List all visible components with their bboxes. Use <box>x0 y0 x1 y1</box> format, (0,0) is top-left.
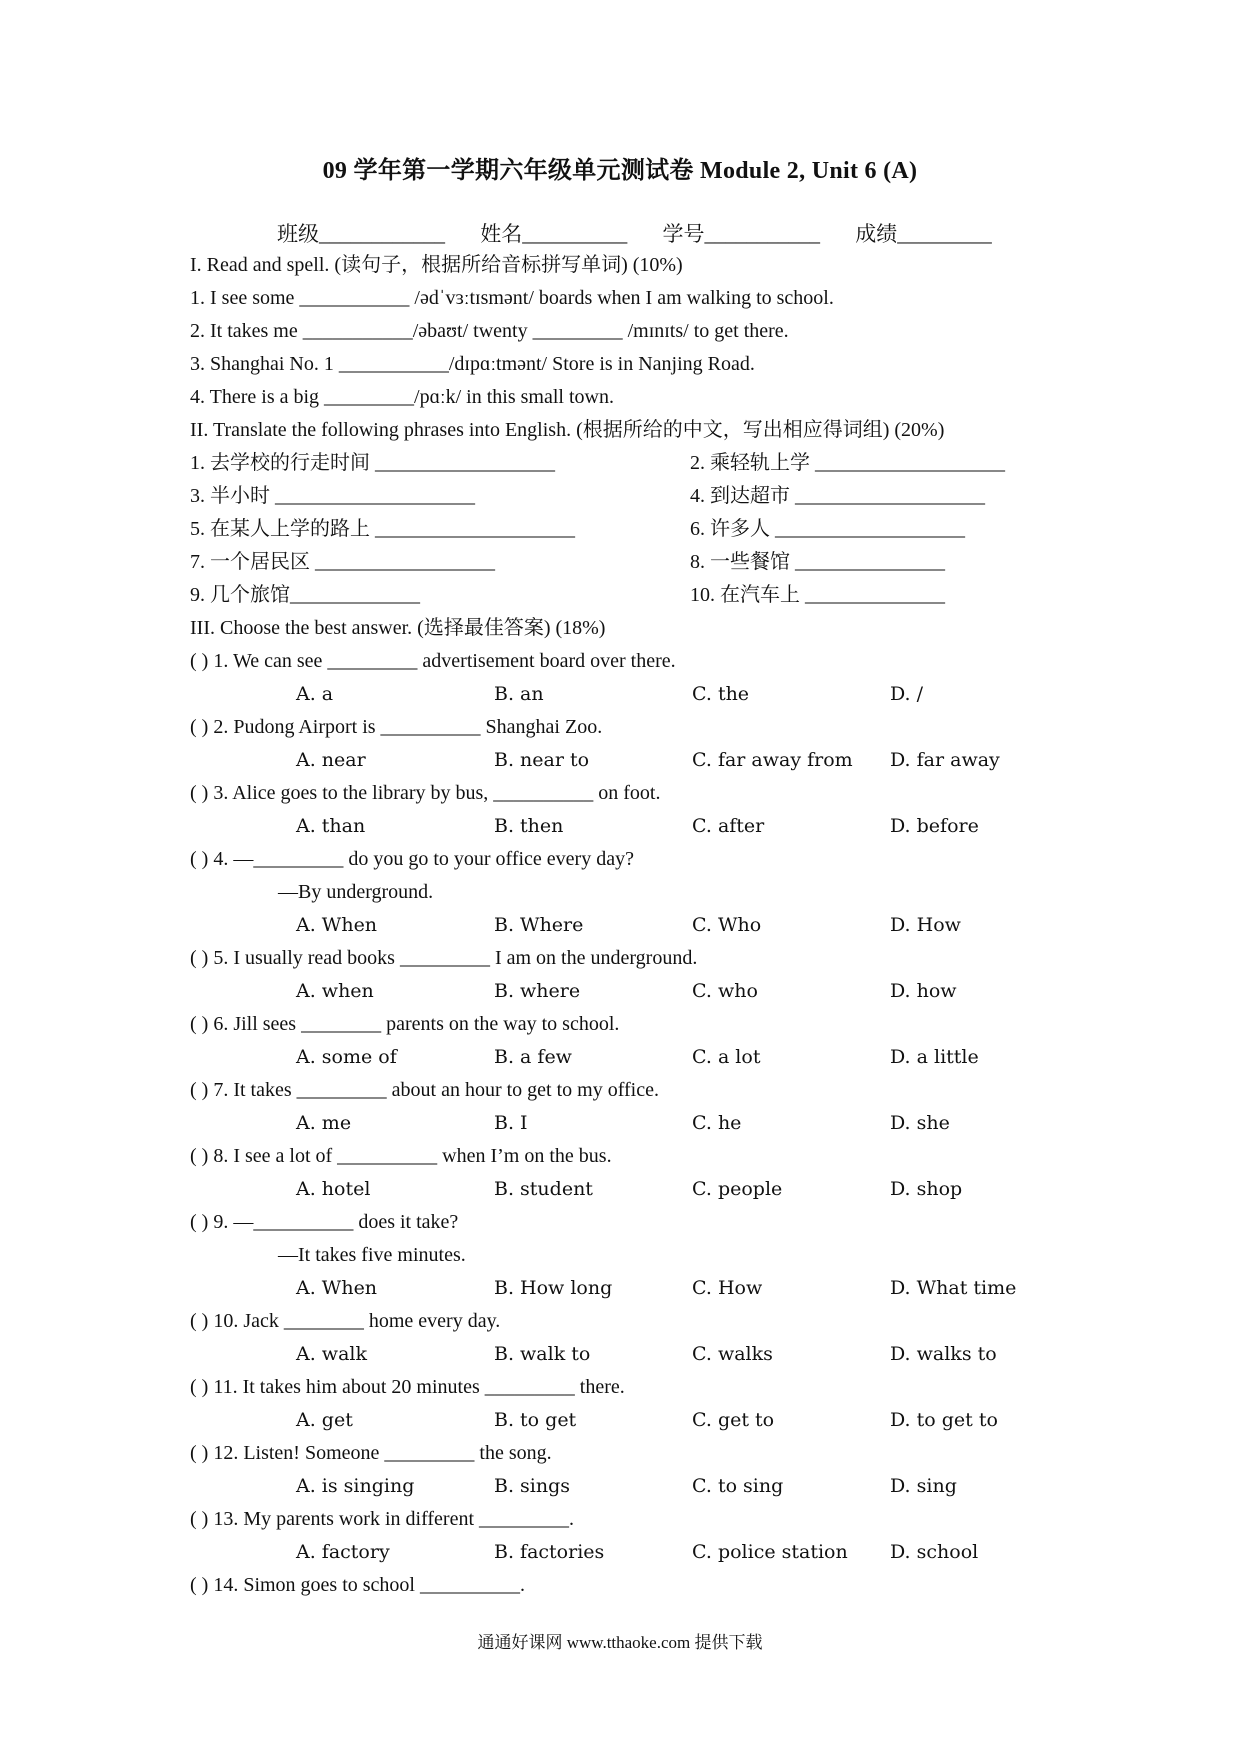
phrase-item: 10. 在汽车上 ______________ <box>690 584 945 606</box>
question: ( ) 13. My parents work in different _________. <box>190 1508 575 1530</box>
option-b: B. Where <box>494 914 584 936</box>
option-a: A. walk <box>296 1343 367 1365</box>
option-d: D. How <box>890 914 961 936</box>
section1-item: 2. It takes me ___________/əbaʊt/ twenty _________ /mɪnɪts/ to get there. <box>190 320 789 342</box>
option-d: D. before <box>890 815 979 837</box>
phrase-item: 2. 乘轻轨上学 ___________________ <box>690 452 1005 474</box>
question-response: —By underground. <box>278 881 434 903</box>
option-d: D. a little <box>890 1046 979 1068</box>
option-a: A. when <box>296 980 374 1002</box>
question: ( ) 4. —_________ do you go to your office every day? <box>190 848 634 870</box>
option-b: B. then <box>494 815 564 837</box>
question: ( ) 2. Pudong Airport is __________ Shanghai Zoo. <box>190 716 603 738</box>
option-a: A. is singing <box>296 1475 415 1497</box>
option-b: B. How long <box>494 1277 613 1299</box>
question: ( ) 1. We can see _________ advertisement board over there. <box>190 650 676 672</box>
question: ( ) 11. It takes him about 20 minutes _________ there. <box>190 1376 625 1398</box>
section1-item: 1. I see some ___________ /ədˈvɜːtɪsmənt/ boards when I am walking to school. <box>190 287 834 309</box>
option-c: C. people <box>692 1178 783 1200</box>
question: ( ) 3. Alice goes to the library by bus, __________ on foot. <box>190 782 661 804</box>
option-b: B. student <box>494 1178 593 1200</box>
option-d: D. / <box>890 683 924 705</box>
question: ( ) 10. Jack ________ home every day. <box>190 1310 501 1332</box>
section1-item: 3. Shanghai No. 1 ___________/dɪpɑːtmənt/ Store is in Nanjing Road. <box>190 353 755 375</box>
option-d: D. how <box>890 980 957 1002</box>
option-d: D. to get to <box>890 1409 998 1431</box>
option-a: A. me <box>296 1112 352 1134</box>
option-b: B. where <box>494 980 581 1002</box>
phrase-item: 7. 一个居民区 __________________ <box>190 551 495 573</box>
phrase-item: 1. 去学校的行走时间 __________________ <box>190 452 555 474</box>
option-c: C. How <box>692 1277 763 1299</box>
option-b: B. factories <box>494 1541 605 1563</box>
section2-heading: II. Translate the following phrases into English. (根据所给的中文，写出相应得词组) (20%) <box>190 419 945 441</box>
option-a: A. When <box>296 914 378 936</box>
option-c: C. who <box>692 980 758 1002</box>
option-a: A. some of <box>296 1046 397 1068</box>
option-b: B. walk to <box>494 1343 591 1365</box>
question: ( ) 6. Jill sees ________ parents on the way to school. <box>190 1013 620 1035</box>
option-a: A. hotel <box>296 1178 371 1200</box>
option-d: D. What time <box>890 1277 1017 1299</box>
option-b: B. near to <box>494 749 590 771</box>
number-field: 学号___________ <box>662 222 820 246</box>
option-b: B. a few <box>494 1046 572 1068</box>
option-a: A. near <box>296 749 366 771</box>
option-b: B. I <box>494 1112 528 1134</box>
option-b: B. an <box>494 683 544 705</box>
question: ( ) 14. Simon goes to school __________. <box>190 1574 525 1596</box>
option-c: C. far away from <box>692 749 853 771</box>
option-a: A. get <box>296 1409 353 1431</box>
phrase-item: 8. 一些餐馆 _______________ <box>690 551 945 573</box>
option-a: A. than <box>296 815 366 837</box>
section1-item: 4. There is a big _________/pɑːk/ in this small town. <box>190 386 614 408</box>
option-c: C. after <box>692 815 765 837</box>
section3-heading: III. Choose the best answer. (选择最佳答案) (18%) <box>190 617 606 639</box>
page-title: 09 学年第一学期六年级单元测试卷 Module 2, Unit 6 (A) <box>322 158 918 184</box>
question: ( ) 9. —__________ does it take? <box>190 1211 459 1233</box>
option-d: D. walks to <box>890 1343 997 1365</box>
question: ( ) 8. I see a lot of __________ when I’m on the bus. <box>190 1145 612 1167</box>
option-a: A. a <box>296 683 334 705</box>
option-d: D. she <box>890 1112 950 1134</box>
option-d: D. far away <box>890 749 1000 771</box>
phrase-item: 3. 半小时 ____________________ <box>190 485 475 507</box>
option-c: C. he <box>692 1112 742 1134</box>
phrase-item: 5. 在某人上学的路上 ____________________ <box>190 518 575 540</box>
section1-heading: I. Read and spell. (读句子，根据所给音标拼写单词) (10%) <box>190 254 683 276</box>
question-response: —It takes five minutes. <box>278 1244 466 1266</box>
option-c: C. the <box>692 683 750 705</box>
option-b: B. to get <box>494 1409 577 1431</box>
option-c: C. walks <box>692 1343 773 1365</box>
page-footer: 通通好课网 www.tthaoke.com 提供下载 <box>477 1633 763 1652</box>
option-c: C. a lot <box>692 1046 761 1068</box>
name-field: 姓名__________ <box>480 222 628 246</box>
option-c: C. get to <box>692 1409 775 1431</box>
class-field: 班级____________ <box>277 222 445 246</box>
question: ( ) 5. I usually read books _________ I am on the underground. <box>190 947 698 969</box>
question: ( ) 12. Listen! Someone _________ the song. <box>190 1442 552 1464</box>
option-c: C. police station <box>692 1541 848 1563</box>
student-info <box>277 218 1022 248</box>
option-d: D. shop <box>890 1178 963 1200</box>
phrase-item: 9. 几个旅馆_____________ <box>190 584 420 606</box>
option-a: A. When <box>296 1277 378 1299</box>
option-d: D. sing <box>890 1475 957 1497</box>
phrase-item: 4. 到达超市 ___________________ <box>690 485 985 507</box>
option-a: A. factory <box>296 1541 390 1563</box>
phrase-item: 6. 许多人 ___________________ <box>690 518 965 540</box>
option-b: B. sings <box>494 1475 571 1497</box>
option-c: C. to sing <box>692 1475 784 1497</box>
score-field: 成绩_________ <box>855 222 992 246</box>
option-d: D. school <box>890 1541 979 1563</box>
option-c: C. Who <box>692 914 762 936</box>
question: ( ) 7. It takes _________ about an hour to get to my office. <box>190 1079 659 1101</box>
